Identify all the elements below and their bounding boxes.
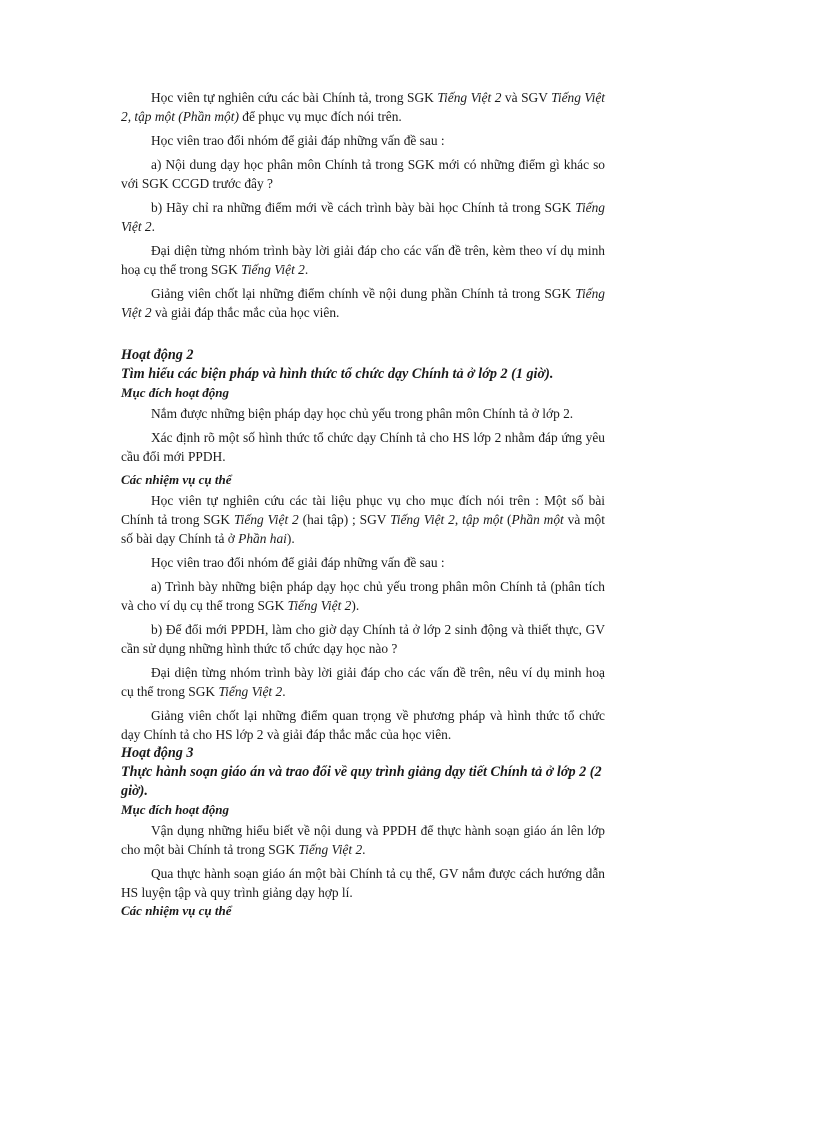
- paragraph: Qua thực hành soạn giáo án một bài Chính tả cụ thể, GV nắm được cách hướng dẫn HS luyện tập và quy trình giảng dạy hợp lí.: [121, 866, 605, 900]
- paragraph: a) Nội dung dạy học phân môn Chính tả trong SGK mới có những điểm gì khác so với SGK CCGD trước đây ?: [121, 157, 605, 191]
- paragraph: Học viên trao đổi nhóm để giải đáp những vấn đề sau :: [151, 555, 445, 570]
- paragraph: a) Trình bày những biện pháp dạy học chủ yếu trong phân môn Chính tả (phân tích và cho ví dụ cụ thể trong SGK Tiếng Việt 2).: [121, 579, 605, 613]
- paragraph: Giảng viên chốt lại những điểm quan trọng về phương pháp và hình thức tổ chức dạy Chính tả cho HS lớp 2 và giải đáp thắc mắc của học viên.: [121, 708, 605, 742]
- activity-3-tasks-label: Các nhiệm vụ cụ thể: [121, 903, 232, 918]
- paragraph: Vận dụng những hiểu biết về nội dung và PPDH để thực hành soạn giáo án lên lớp cho một bài Chính tả trong SGK Tiếng Việt 2.: [121, 823, 605, 857]
- document-page: [121, 88, 605, 922]
- paragraph: Nắm được những biện pháp dạy học chủ yếu trong phân môn Chính tả ở lớp 2.: [151, 406, 574, 421]
- paragraph: Học viên tự nghiên cứu các bài Chính tả, trong SGK Tiếng Việt 2 và SGV Tiếng Việt 2, tập một (Phần một) để phục vụ mục đích nói trên.: [121, 90, 605, 124]
- activity-2-purpose-label: Mục đích hoạt động: [121, 385, 229, 400]
- paragraph: Học viên tự nghiên cứu các tài liệu phục vụ cho mục đích nói trên : Một số bài Chính tả trong SGK Tiếng Việt 2 (hai tập) ; SGV Tiếng Việt 2, tập một (Phần một và một số bài dạy Chính tả ở Phần hai).: [121, 493, 605, 546]
- activity-3-purpose-label: Mục đích hoạt động: [121, 802, 229, 817]
- activity-3-heading: Hoạt động 3: [121, 745, 194, 761]
- paragraph: Học viên trao đổi nhóm để giải đáp những vấn đề sau :: [151, 133, 445, 148]
- paragraph: b) Hãy chỉ ra những điểm mới về cách trình bày bài học Chính tả trong SGK Tiếng Việt 2.: [121, 200, 605, 234]
- activity-2-heading: Hoạt động 2: [121, 347, 194, 363]
- paragraph: Giảng viên chốt lại những điểm chính về nội dung phần Chính tả trong SGK Tiếng Việt 2 và giải đáp thắc mắc của học viên.: [121, 286, 605, 320]
- activity-2-tasks-label: Các nhiệm vụ cụ thể: [121, 472, 232, 487]
- paragraph: b) Để đổi mới PPDH, làm cho giờ dạy Chính tả ở lớp 2 sinh động và thiết thực, GV cần sử dụng những hình thức tổ chức dạy học nào ?: [121, 622, 605, 656]
- paragraph: Đại diện từng nhóm trình bày lời giải đáp cho các vấn đề trên, nêu ví dụ minh hoạ cụ thể trong SGK Tiếng Việt 2.: [121, 665, 605, 699]
- paragraph: Xác định rõ một số hình thức tổ chức dạy Chính tả cho HS lớp 2 nhằm đáp ứng yêu cầu đổi mới PPDH.: [121, 430, 605, 464]
- paragraph: Đại diện từng nhóm trình bày lời giải đáp cho các vấn đề trên, kèm theo ví dụ minh hoạ cụ thể trong SGK Tiếng Việt 2.: [121, 243, 605, 277]
- activity-3-title: Thực hành soạn giáo án và trao đổi về quy trình giảng dạy tiết Chính tả ở lớp 2 (2 giờ).: [121, 764, 602, 799]
- activity-2-title: Tìm hiểu các biện pháp và hình thức tổ chức dạy Chính tả ở lớp 2 (1 giờ).: [121, 366, 554, 382]
